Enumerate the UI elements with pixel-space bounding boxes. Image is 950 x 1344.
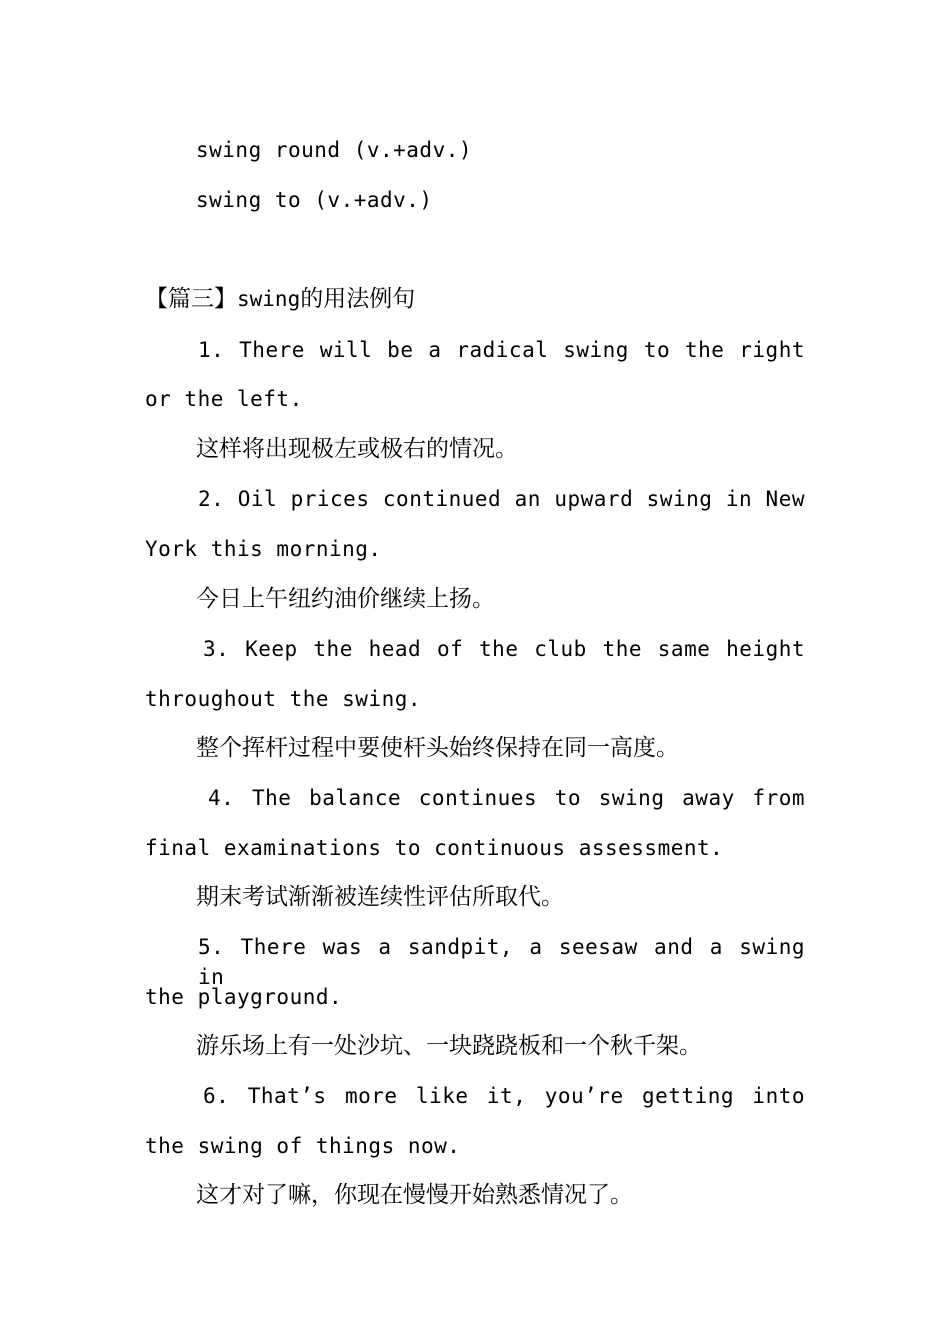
example-6-line-2: the swing of things now.	[145, 1134, 461, 1158]
section-heading	[145, 284, 415, 314]
example-6-translation: 这才对了嘛，你现在慢慢开始熟悉情况了。	[196, 1182, 633, 1208]
phrase-swing-to: swing to (v.+adv.)	[196, 188, 433, 212]
example-4-line-2: final examinations to continuous assessment.	[145, 836, 724, 860]
example-1-line-2: or the left.	[145, 387, 303, 411]
example-6-line-1: 6. That’s more like it, you’re getting into	[203, 1084, 805, 1108]
example-5-translation: 游乐场上有一处沙坑、一块跷跷板和一个秋千架。	[196, 1033, 702, 1059]
example-5-line-2: the playground.	[145, 985, 343, 1009]
example-2-line-1: 2. Oil prices continued an upward swing in New	[198, 487, 805, 511]
section-bracket-title: 【篇三】	[145, 286, 237, 312]
example-3-line-1: 3. Keep the head of the club the same height	[203, 637, 805, 661]
example-4-translation: 期末考试渐渐被连续性评估所取代。	[196, 884, 564, 910]
example-2-translation: 今日上午纽约油价继续上扬。	[196, 586, 495, 612]
example-5-line-1: 5. There was a sandpit, a seesaw and a swing in	[198, 935, 805, 989]
section-title-cn: 的用法例句	[300, 286, 416, 312]
example-2-line-2: York this morning.	[145, 537, 382, 561]
example-4-line-1: 4. The balance continues to swing away from	[208, 786, 805, 810]
phrase-swing-round: swing round (v.+adv.)	[196, 138, 473, 162]
example-1-translation: 这样将出现极左或极右的情况。	[196, 436, 518, 462]
example-3-translation: 整个挥杆过程中要使杆头始终保持在同一高度。	[196, 735, 679, 761]
example-3-line-2: throughout the swing.	[145, 687, 422, 711]
section-title-en: swing	[237, 287, 301, 311]
example-1-line-1: 1. There will be a radical swing to the right	[198, 338, 805, 362]
